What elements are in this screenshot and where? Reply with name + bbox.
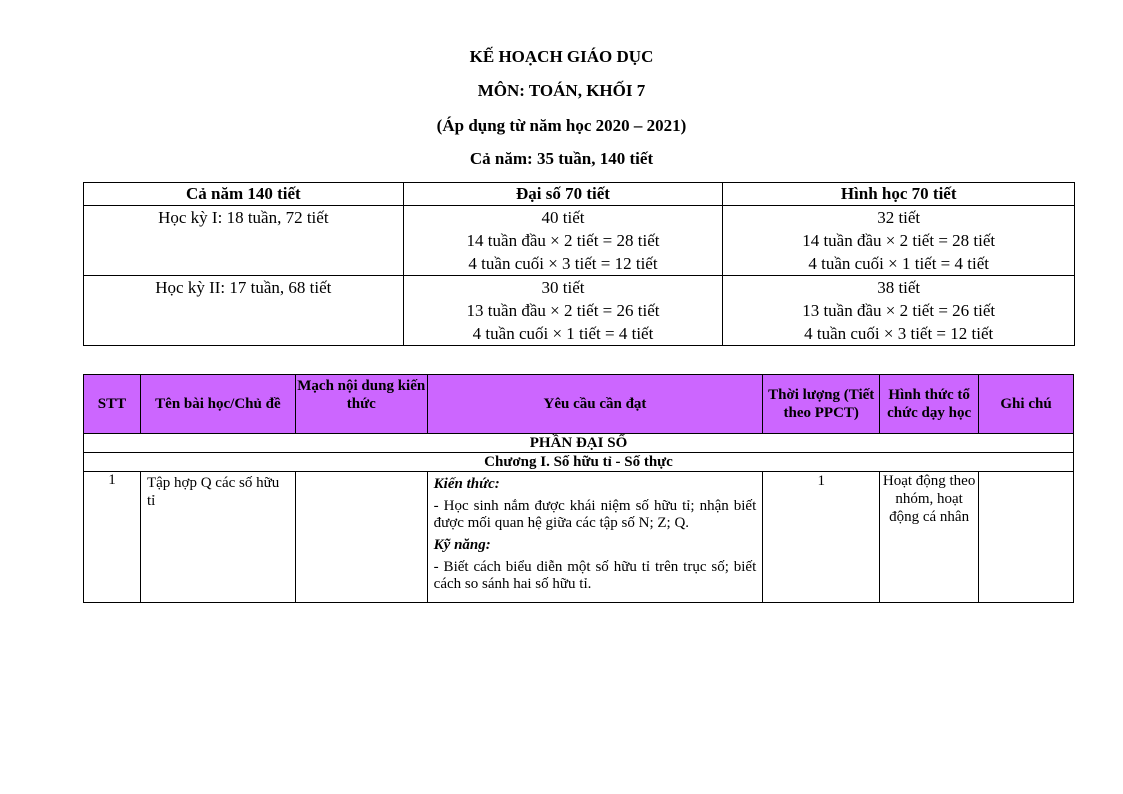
row-requirements	[427, 472, 763, 603]
summary-col-year: Cả năm 140 tiết	[84, 183, 404, 206]
skill-label: Kỹ năng:	[433, 537, 491, 553]
term2-algebra-total: 30 tiết	[541, 278, 585, 297]
skill-text: - Biết cách biểu diễn một số hữu tỉ trên trục số; biết cách so sánh hai số hữu tỉ.	[433, 559, 757, 592]
term1-geometry	[723, 206, 1075, 276]
plan-table	[83, 374, 1074, 603]
plan-header-row	[84, 375, 1074, 434]
term2-algebra-first: 13 tuần đầu × 2 tiết = 26 tiết	[466, 301, 660, 320]
term1-label: Học kỳ I: 18 tuần, 72 tiết	[84, 206, 404, 276]
term1-algebra	[403, 206, 723, 276]
doc-schedule: Cả năm: 35 tuần, 140 tiết	[469, 149, 654, 168]
term2-algebra-last: 4 tuần cuối × 1 tiết = 4 tiết	[472, 324, 654, 343]
row-note	[979, 472, 1074, 603]
knowledge-label: Kiến thức:	[433, 476, 500, 492]
summary-col-geometry: Hình học 70 tiết	[723, 183, 1075, 206]
summary-row-term2	[84, 276, 1075, 346]
doc-title: KẾ HOẠCH GIÁO DỤC	[469, 47, 654, 66]
term1-geometry-first: 14 tuần đầu × 2 tiết = 28 tiết	[802, 231, 996, 250]
doc-subject: MÔN: TOÁN, KHỐI 7	[477, 81, 646, 100]
term1-geometry-last: 4 tuần cuối × 1 tiết = 4 tiết	[808, 254, 989, 273]
row-lesson: Tập hợp Q các số hữu tỉ	[140, 472, 295, 603]
term2-geometry-last: 4 tuần cuối × 3 tiết = 12 tiết	[804, 324, 994, 343]
term2-geometry	[723, 276, 1075, 346]
term1-geometry-total: 32 tiết	[877, 208, 921, 227]
col-duration: Thời lượng (Tiết theo PPCT)	[763, 375, 880, 434]
col-stt: STT	[84, 375, 141, 434]
col-strand: Mạch nội dung kiến thức	[295, 375, 427, 434]
term1-algebra-first: 14 tuần đầu × 2 tiết = 28 tiết	[466, 231, 660, 250]
term2-geometry-first: 13 tuần đầu × 2 tiết = 26 tiết	[802, 301, 996, 320]
row-duration: 1	[763, 472, 880, 603]
row-strand	[295, 472, 427, 603]
col-note: Ghi chú	[979, 375, 1074, 434]
row-form: Hoạt động theo nhóm, hoạt động cá nhân	[880, 472, 979, 603]
summary-table	[83, 182, 1075, 346]
col-form: Hình thức tổ chức dạy học	[880, 375, 979, 434]
part-row	[84, 434, 1074, 453]
table-row	[84, 472, 1074, 603]
term2-algebra	[403, 276, 723, 346]
summary-col-algebra: Đại số 70 tiết	[403, 183, 723, 206]
summary-row-term1	[84, 206, 1075, 276]
chapter-title: Chương I. Số hữu tỉ - Số thực	[84, 453, 1074, 472]
knowledge-text: - Học sinh nắm được khái niệm số hữu tỉ; nhận biết được mối quan hệ giữa các tập số N; Z; Q.	[433, 498, 757, 531]
term1-algebra-last: 4 tuần cuối × 3 tiết = 12 tiết	[468, 254, 658, 273]
summary-header-row	[84, 183, 1075, 206]
chapter-row	[84, 453, 1074, 472]
col-lesson: Tên bài học/Chủ đề	[140, 375, 295, 434]
row-stt: 1	[84, 472, 141, 603]
term2-label: Học kỳ II: 17 tuần, 68 tiết	[84, 276, 404, 346]
doc-year: (Áp dụng từ năm học 2020 – 2021)	[436, 116, 687, 135]
term2-geometry-total: 38 tiết	[877, 278, 921, 297]
part-title: PHẦN ĐẠI SỐ	[84, 434, 1074, 453]
term1-algebra-total: 40 tiết	[541, 208, 585, 227]
col-requirements: Yêu cầu cần đạt	[427, 375, 763, 434]
